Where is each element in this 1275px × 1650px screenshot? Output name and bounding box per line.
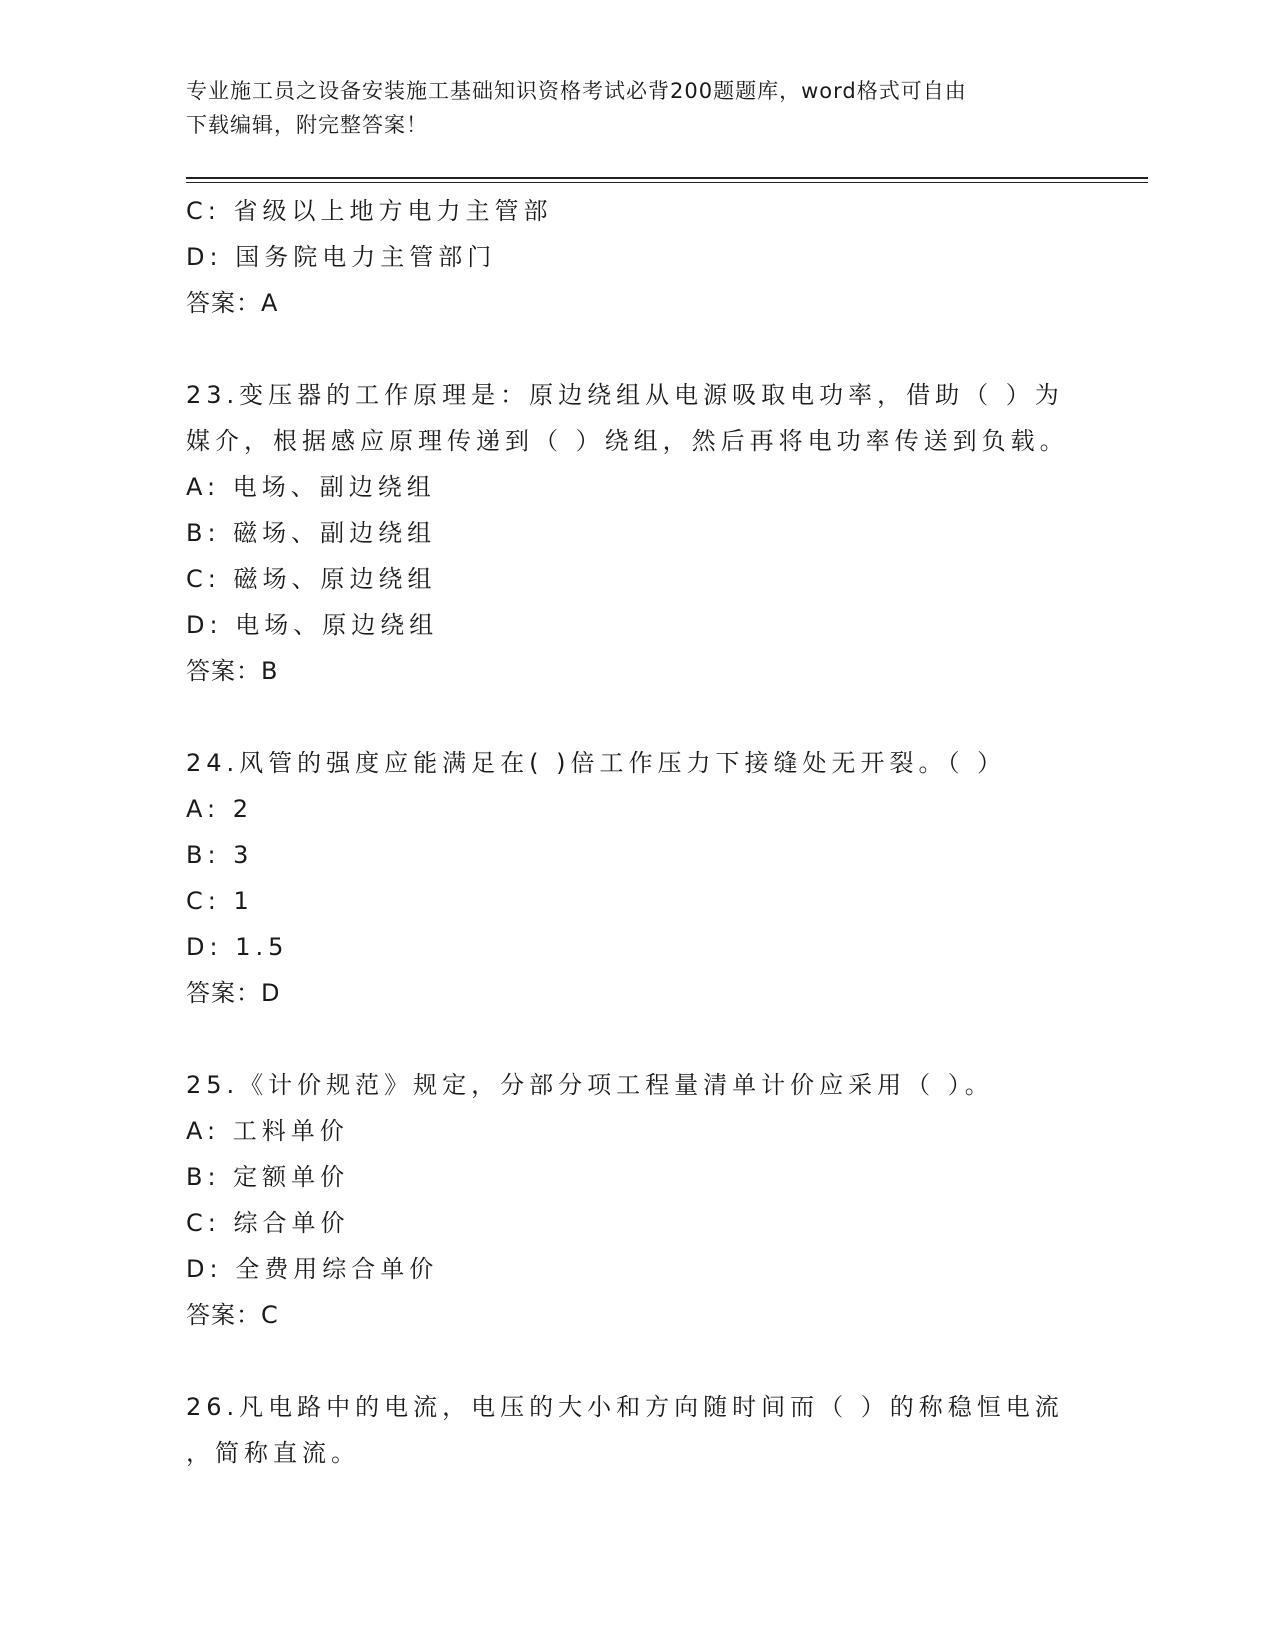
- option-c: C: 磁场、原边绕组: [186, 565, 437, 593]
- question-23: [186, 372, 1086, 694]
- header-rule-thick: [186, 177, 1148, 179]
- option-b: B: 定额单价: [186, 1163, 350, 1191]
- header-rule-thin: [186, 182, 1148, 183]
- option-a: A: 2: [186, 795, 253, 823]
- option-d: D: 全费用综合单价: [186, 1255, 439, 1283]
- question-text-line: 媒介，根据感应原理传递到（ ）绕组，然后再将电功率传送到负载。: [186, 427, 1069, 455]
- question-26: [186, 1384, 1086, 1476]
- question-25: [186, 1062, 1086, 1338]
- option-d: D: 国务院电力主管部门: [186, 243, 497, 271]
- header-line-1: 专业施工员之设备安装施工基础知识资格考试必背200题题库，word格式可自由: [186, 79, 967, 103]
- answer-line: 答案：C: [186, 1301, 279, 1329]
- option-c: C: 省级以上地方电力主管部: [186, 197, 553, 225]
- option-c: C: 综合单价: [186, 1209, 350, 1237]
- question-text-line: 23.变压器的工作原理是：原边绕组从电源吸取电功率，借助（ ）为: [186, 381, 1064, 409]
- question-24: [186, 740, 1086, 1016]
- header-line-2: 下载编辑，附完整答案！: [186, 113, 428, 137]
- question-text-line: ，简称直流。: [186, 1439, 360, 1467]
- answer-line: 答案：D: [186, 979, 281, 1007]
- question-22-tail: [186, 188, 1086, 326]
- question-text-line: 24.风管的强度应能满足在( )倍工作压力下接缝处无开裂。（ ）: [186, 749, 1007, 777]
- document-header: [186, 74, 1086, 142]
- option-d: D: 电场、原边绕组: [186, 611, 439, 639]
- option-a: A: 工料单价: [186, 1117, 349, 1145]
- option-a: A: 电场、副边绕组: [186, 473, 436, 501]
- option-b: B: 3: [186, 841, 254, 869]
- option-b: B: 磁场、副边绕组: [186, 519, 437, 547]
- question-list: [186, 188, 1086, 1476]
- option-d: D: 1.5: [186, 933, 289, 961]
- question-text-line: 26.凡电路中的电流，电压的大小和方向随时间而（ ）的称稳恒电流: [186, 1393, 1064, 1421]
- option-c: C: 1: [186, 887, 254, 915]
- answer-line: 答案：A: [186, 289, 279, 317]
- question-text-line: 25.《计价规范》规定，分部分项工程量清单计价应采用（ ）。: [186, 1071, 994, 1099]
- answer-line: 答案：B: [186, 657, 279, 685]
